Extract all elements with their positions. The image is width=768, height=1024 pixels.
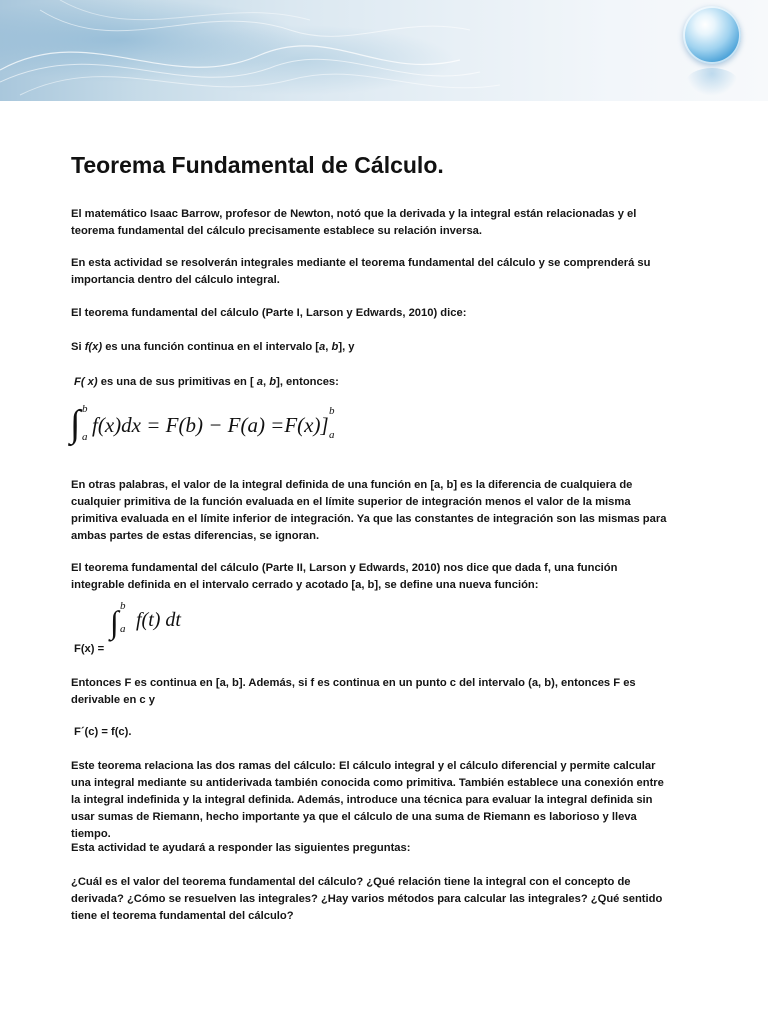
fx-label: F(x) =	[74, 643, 105, 655]
page-title: Teorema Fundamental de Cálculo.	[71, 152, 444, 178]
sphere-reflection	[686, 68, 738, 96]
upper-limit: b	[82, 403, 88, 415]
relation-paragraph: Este teorema relaciona las dos ramas del cálculo: El cálculo integral y el cálculo diferencial y permite calcular una integral mediante su antiderivada también conocida como primitiva. También establece una conexión entre la integral indefinida y la integral definida. Además, introduce una técnica para evaluar la integral definida sin usar sumas de Riemann, hecho importante ya que el cálculo de una suma de Riemann es laborioso y lleva tiempo.	[71, 760, 664, 840]
integral-sign: ∫	[110, 604, 119, 640]
glass-sphere-logo	[683, 6, 741, 64]
activity-paragraph: En esta actividad se resolverán integrales mediante el teorema fundamental del cálculo y se comprenderá su importancia dentro del cálculo integral.	[71, 257, 651, 286]
lower-limit: a	[82, 431, 88, 443]
questions-paragraph: ¿Cuál es el valor del teorema fundamental del cálculo? ¿Qué relación tiene la integral con el concepto de derivada? ¿Cómo se resuelven las integrales? ¿Hay varios métodos para calcular las integrales? ¿Qué sentido tiene el teorema fundamental del cálculo?	[71, 876, 663, 922]
theorem-part2-intro: El teorema fundamental del cálculo (Parte II, Larson y Edwards, 2010) nos dice que dada f, una función integrable definida en el intervalo cerrado y acotado [a, b], se define una nueva función:	[71, 562, 618, 591]
formula-body: f(x)dx = F(b) − F(a) =F(x)]	[92, 413, 329, 437]
eval-lower-limit: a	[329, 429, 335, 441]
lower-limit: a	[120, 623, 126, 635]
eval-upper-limit: b	[329, 405, 335, 417]
questions-intro: Esta actividad te ayudará a responder las siguientes preguntas:	[71, 842, 411, 854]
integral-sign: ∫	[70, 403, 81, 445]
upper-limit: b	[120, 600, 126, 612]
continuity-paragraph: Entonces F es continua en [a, b]. Además, si f es continua en un punto c del intervalo (a, b), entonces F es derivable en c y	[71, 677, 636, 706]
fundamental-theorem-formula	[70, 405, 370, 447]
condition-line: Si f(x) es una función continua en el intervalo [a, b], y	[71, 341, 355, 353]
header-banner	[0, 0, 768, 101]
wave-decoration	[0, 0, 768, 101]
primitive-line: F( x) es una de sus primitivas en [ a, b], entonces:	[74, 376, 339, 388]
formula-body: f(t) dt	[136, 609, 181, 631]
integral-function-formula	[110, 600, 230, 643]
derivative-formula: F´(c) = f(c).	[74, 726, 132, 738]
intro-paragraph: El matemático Isaac Barrow, profesor de Newton, notó que la derivada y la integral están relacionadas y el teorema fundamental del cálculo precisamente establece su relación inversa.	[71, 208, 637, 237]
theorem-part1-intro: El teorema fundamental del cálculo (Parte I, Larson y Edwards, 2010) dice:	[71, 307, 467, 319]
explanation-paragraph: En otras palabras, el valor de la integral definida de una función en [a, b] es la diferencia de cualquiera de cualquier primitiva de la función evaluada en el límite superior de integración menos el valor de la misma primitiva evaluada en el límite inferior de integración. Ya que las constantes de integración son las mismas para ambas partes de estas diferencias, se ignoran.	[71, 479, 667, 542]
